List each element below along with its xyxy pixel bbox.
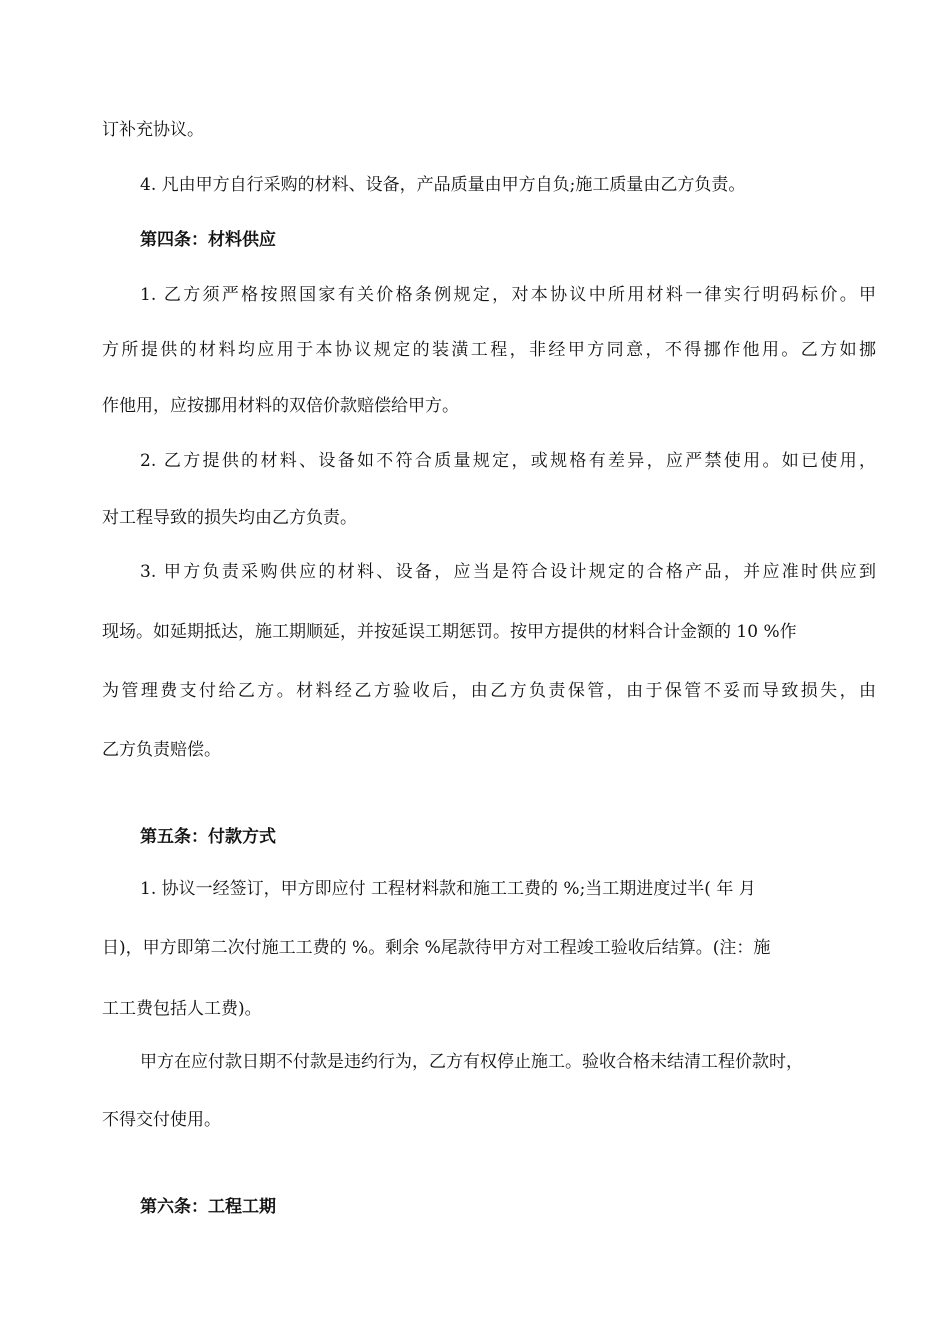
article6-heading: 第六条：工程工期 (140, 1197, 276, 1217)
article5-heading: 第五条：付款方式 (140, 827, 276, 847)
article5-item1-line3: 工工费包括人工费)。 (102, 999, 262, 1019)
article5-item1-line2: 日)，甲方即第二次付施工工费的 %。剩余 %尾款待甲方对工程竣工验收后结算。(注：施 (102, 938, 771, 958)
article4-item2-line1: 2. 乙方提供的材料、设备如不符合质量规定，或规格有差异，应严禁使用。如已使用， (140, 451, 876, 471)
article3-item4: 4. 凡由甲方自行采购的材料、设备，产品质量由甲方自负;施工质量由乙方负责。 (140, 175, 746, 195)
article5-paragraph-line2: 不得交付使用。 (102, 1110, 221, 1130)
article5-item1-line1: 1. 协议一经签订，甲方即应付 工程材料款和施工工费的 %;当工期进度过半( 年 月 (140, 879, 756, 899)
continuation-line: 订补充协议。 (102, 120, 204, 140)
article4-item3-line2: 现场。如延期抵达，施工期顺延，并按延误工期惩罚。按甲方提供的材料合计金额的 10 %作 (102, 622, 797, 642)
article4-item1-line1: 1. 乙方须严格按照国家有关价格条例规定，对本协议中所用材料一律实行明码标价。甲 (140, 285, 876, 305)
article4-item3-line1: 3. 甲方负责采购供应的材料、设备，应当是符合设计规定的合格产品，并应准时供应到 (140, 562, 876, 582)
article5-paragraph-line1: 甲方在应付款日期不付款是违约行为，乙方有权停止施工。验收合格未结清工程价款时， (140, 1052, 803, 1072)
article4-item2-line2: 对工程导致的损失均由乙方负责。 (102, 508, 357, 528)
article4-item1-line3: 作他用，应按挪用材料的双倍价款赔偿给甲方。 (102, 396, 459, 416)
article4-item3-line3: 为管理费支付给乙方。材料经乙方验收后，由乙方负责保管，由于保管不妥而导致损失，由 (102, 681, 876, 701)
article4-heading: 第四条：材料供应 (140, 230, 276, 250)
article4-item3-line4: 乙方负责赔偿。 (102, 740, 221, 760)
article4-item1-line2: 方所提供的材料均应用于本协议规定的装潢工程，非经甲方同意，不得挪作他用。乙方如挪 (102, 340, 876, 360)
